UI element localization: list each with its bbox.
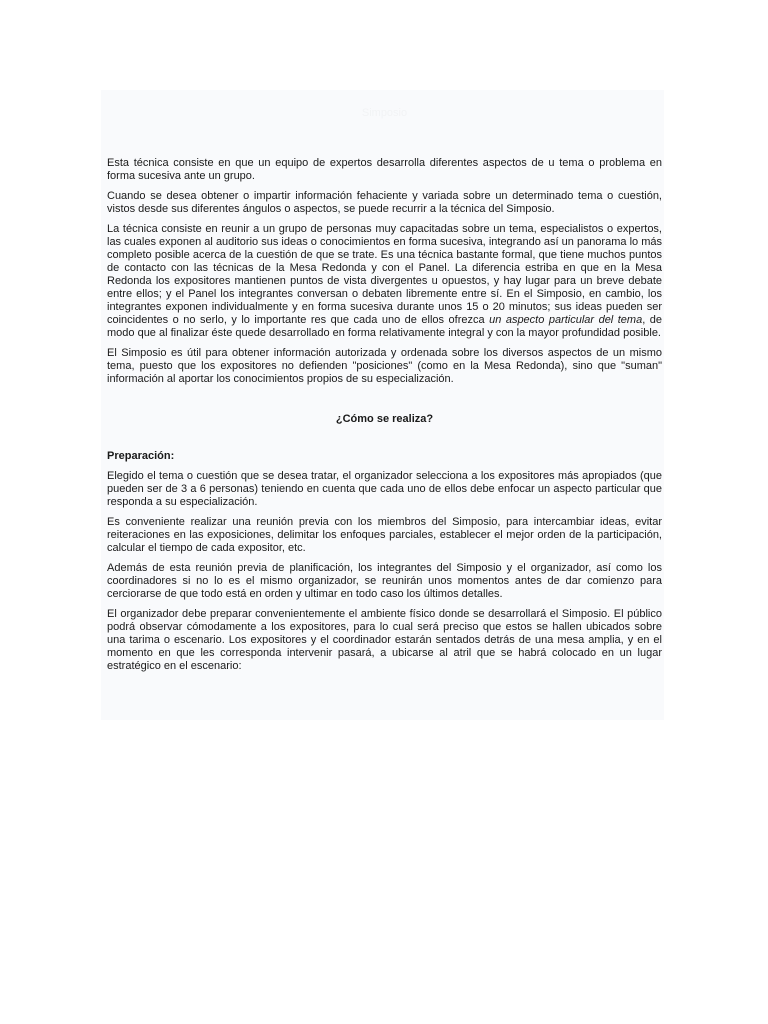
subsection-heading: Preparación: (107, 450, 175, 462)
paragraph-description (107, 223, 662, 340)
paragraph-description-tail: , de modo que al finalizar éste quede desarrollado en forma relativamente integral y con la mayor profundidad posible. (107, 314, 662, 339)
document-body (107, 100, 662, 673)
paragraph-description-emphasis: un aspecto particular del tema (489, 314, 643, 326)
paragraph-prep-selection: Elegido el tema o cuestión que se desea tratar, el organizador selecciona a los expositores más apropiados (que pueden ser de 3 a 6 personas) teniendo en cuenta que cada uno de ellos debe enfocar un aspecto particular que responda a su especialización. (107, 470, 662, 508)
paragraph-usefulness: El Simposio es útil para obtener información autorizada y ordenada sobre los diversos aspectos de un mismo tema, puesto que los expositores no defienden "posiciones" (como en la Mesa Redonda), sino que "suman" información al aportar los conocimientos propios de su especialización. (107, 347, 662, 385)
paragraph-description-text: La técnica consiste en reunir a un grupo de personas muy capacitadas sobre un tema, especialistos o expertos, las cuales exponen al auditorio sus ideas o conocimientos en forma sucesiva, integrando así un panorama lo más completo posible acerca de la cuestión de que se trate. Es una técnica bastante formal, que tiene muchos puntos de contacto con las técnicas de la Mesa Redonda y con el Panel. La diferencia estriba en que en la Mesa Redonda los expositores mantienen puntos de vista divergentes u opuestos, y hay lugar para un breve debate entre ellos; y el Panel los integrantes conversan o debaten libremente entre sí. En el Simposio, en cambio, los integrantes exponen individualmente y en forma sucesiva durante unos 15 o 20 minutos; sus ideas pueden ser coincidentes o no serlo, y lo importante res que cada uno de ellos ofrezca (107, 223, 662, 326)
paragraph-purpose: Cuando se desea obtener o impartir información fehaciente y variada sobre un determinado tema o cuestión, vistos desde sus diferentes ángulos o aspectos, se puede recurrir a la técnica del Simposio. (107, 190, 662, 215)
faded-heading: Simposio (361, 107, 408, 119)
paragraph-prep-meeting: Es conveniente realizar una reunión previa con los miembros del Simposio, para intercambiar ideas, evitar reiteraciones en las exposiciones, delimitar los enfoques parciales, establecer el mejor orden de la participación, calcular el tiempo de cada expositor, etc. (107, 516, 662, 554)
paragraph-intro: Esta técnica consiste en que un equipo de expertos desarrolla diferentes aspectos de u tema o problema en forma sucesiva ante un grupo. (107, 157, 662, 182)
paragraph-prep-environment: El organizador debe preparar convenientemente el ambiente físico donde se desarrollará el Simposio. El público podrá observar cómodamente a los expositores, para lo cual será preciso que estos se hallen ubicados sobre una tarima o escenario. Los expositores y el coordinador estarán sentados detrás de una mesa amplia, y en el momento en que les corresponda intervenir pasará, a ubicarse al atril que se habrá colocado en un lugar estratégico en el escenario: (107, 608, 662, 672)
paragraph-prep-planning: Además de esta reunión previa de planificación, los integrantes del Simposio y el organizador, así como los coordinadores si no lo es el mismo organizador, se reunirán unos momentos antes de dar comienzo para cerciorarse de que todo está en orden y ultimar en todo caso los últimos detalles. (107, 562, 662, 600)
section-heading: ¿Cómo se realiza? (335, 413, 434, 425)
